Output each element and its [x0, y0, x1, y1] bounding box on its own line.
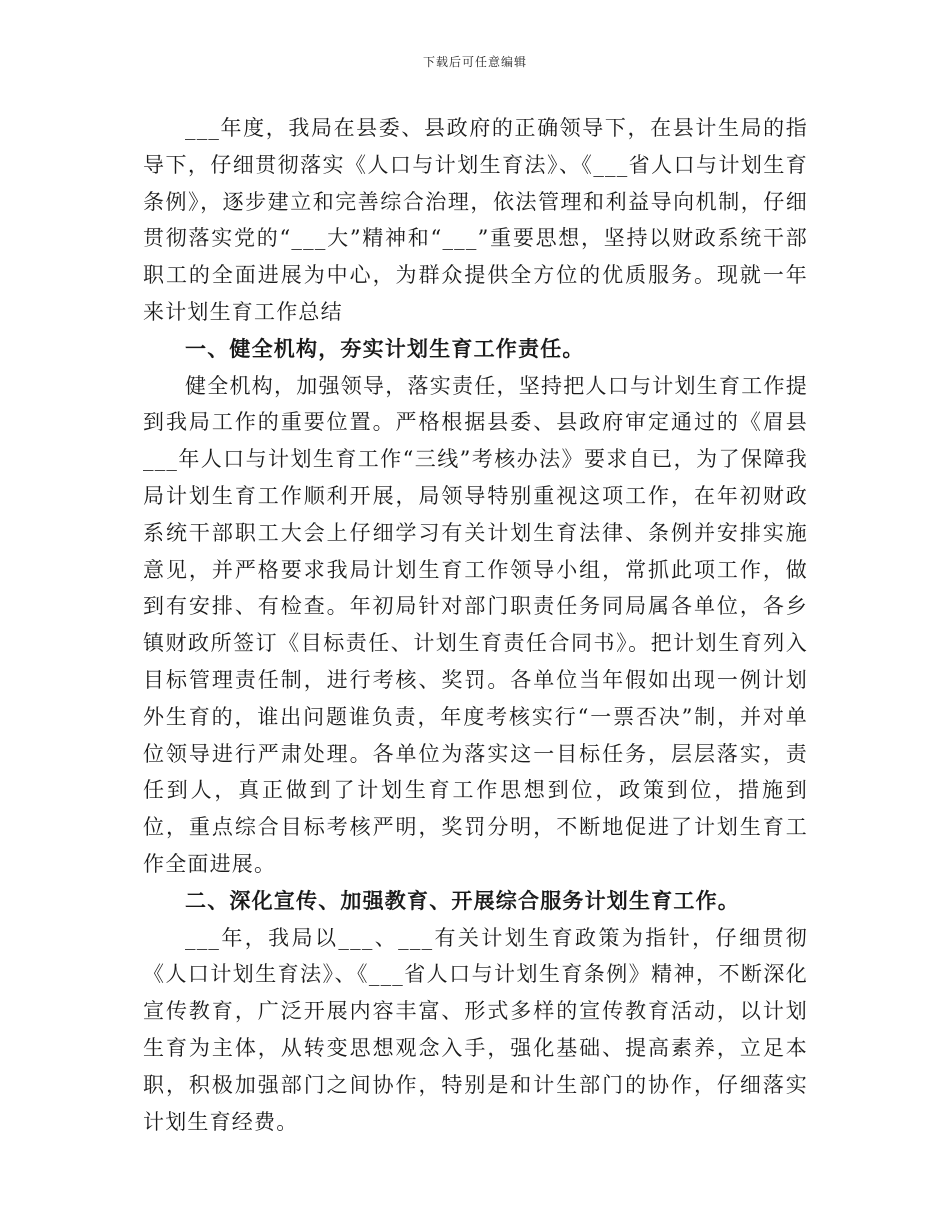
document-body [143, 110, 808, 1140]
section-1-paragraph: 健全机构，加强领导，落实责任，坚持把人口与计划生育工作提到我局工作的重要位置。严格根据县委、县政府审定通过的《眉县___年人口与计划生育工作“三线”考核办法》要求自已，为了保障我局计划生育工作顺利开展，局领导特别重视这项工作，在年初财政系统干部职工大会上仔细学习有关计划生育法律、条例并安排实施意见，并严格要求我局计划生育工作领导小组，常抓此项工作，做到有安排、有检查。年初局针对部门职责任务同局属各单位，各乡镇财政所签订《目标责任、计划生育责任合同书》。把计划生育列入目标管理责任制，进行考核、奖罚。各单位当年假如出现一例计划外生育的，谁出问题谁负责，年度考核实行“一票否决”制，并对单位领导进行严肃处理。各单位为落实这一目标任务，层层落实，责任到人，真正做到了计划生育工作思想到位，政策到位，措施到位，重点综合目标考核严明，奖罚分明，不断地促进了计划生育工作全面进展。 [143, 373, 808, 876]
intro-paragraph: ___年度，我局在县委、县政府的正确领导下，在县计生局的指导下，仔细贯彻落实《人口与计划生育法》、《___省人口与计划生育条例》，逐步建立和完善综合治理，依法管理和利益导向机制，仔细贯彻落实党的“___大”精神和“___”重要思想，坚持以财政系统干部职工的全面进展为中心，为群众提供全方位的优质服务。现就一年来计划生育工作总结 [143, 116, 808, 324]
section-2-heading: 二、深化宣传、加强教育、开展综合服务计划生育工作。 [185, 887, 740, 913]
section-2-paragraph: ___年，我局以___、___有关计划生育政策为指针，仔细贯彻《人口计划生育法》、《___省人口与计划生育条例》精神，不断深化宣传教育，广泛开展内容丰富、形式多样的宣传教育活动，以计划生育为主体，从转变思想观念入手，强化基础、提高素养，立足本职，积极加强部门之间协作，特别是和计生部门的协作，仔细落实计划生育经费。 [143, 925, 808, 1134]
header-note: 下载后可任意编辑 [422, 55, 527, 69]
section-1-heading: 一、健全机构，夯实计划生育工作责任。 [185, 335, 585, 361]
